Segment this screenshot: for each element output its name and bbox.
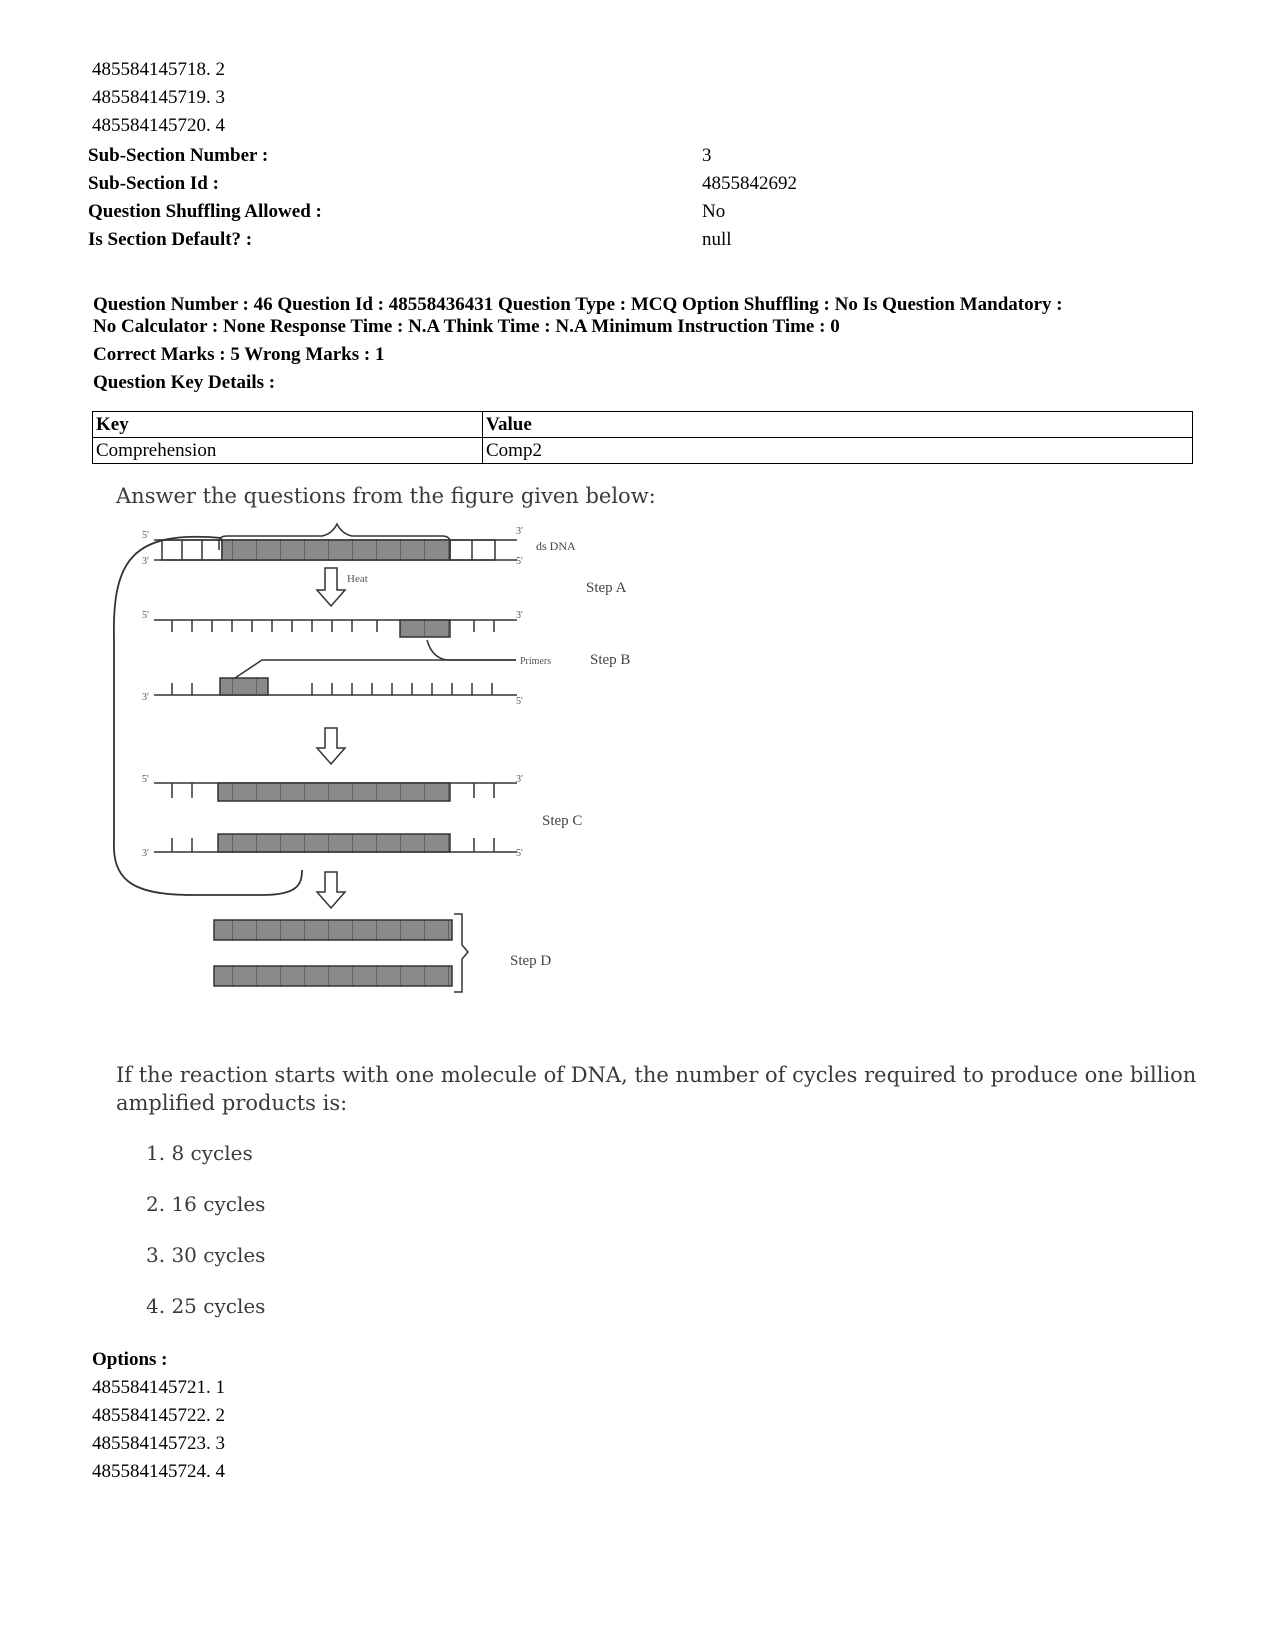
- question-shuffling-row: [88, 198, 1188, 226]
- question-header-line2: No Calculator : None Response Time : N.A Think Time : N.A Minimum Instruction Time : 0: [93, 316, 840, 337]
- meta-key: Sub-Section Id :: [88, 173, 219, 194]
- meta-key: Sub-Section Number :: [88, 145, 269, 166]
- single-strand-bottom: [154, 678, 517, 695]
- answer-choice: 3. 30 cycles: [146, 1243, 266, 1267]
- answer-choice: 1. 8 cycles: [146, 1141, 253, 1165]
- extended-duplex-top: [154, 783, 517, 801]
- strand-end-label: 5': [516, 556, 523, 567]
- section-default-row: [88, 226, 1188, 254]
- question-stem-line2: amplified products is:: [116, 1091, 348, 1115]
- option-item: 485584145722. 2: [92, 1405, 225, 1426]
- strand-end-label: 3': [516, 526, 523, 537]
- strand-end-label: 3': [516, 610, 523, 621]
- heat-arrow-icon: [317, 568, 345, 606]
- table-row: [93, 438, 1193, 464]
- heat-label: Heat: [347, 573, 368, 585]
- strand-end-label: 3': [142, 556, 149, 567]
- strand-end-label: 3': [142, 848, 149, 859]
- table-header-row: [93, 412, 1193, 438]
- primer-box: [400, 620, 450, 637]
- strand-end-label: 5': [516, 848, 523, 859]
- meta-value: null: [702, 229, 732, 250]
- step-d-bracket: [454, 914, 468, 992]
- key-details-table: [92, 411, 1193, 464]
- meta-value: No: [702, 201, 726, 222]
- prev-option: 485584145720. 4: [92, 115, 225, 136]
- ds-dna: [154, 540, 517, 560]
- strand-end-label: 5': [142, 610, 149, 621]
- prev-option-list: [92, 56, 225, 140]
- answer-choice: 4. 25 cycles: [146, 1294, 266, 1318]
- primer-pointer-line: [427, 640, 516, 660]
- question-stem-line1: If the reaction starts with one molecule of DNA, the number of cycles required to produce one billion: [116, 1063, 1197, 1087]
- options-label: Options :: [92, 1349, 168, 1370]
- answer-choice: 2. 16 cycles: [146, 1192, 266, 1216]
- table-header: Value: [483, 412, 1193, 438]
- single-strand-top: [154, 620, 517, 637]
- table-header: Key: [93, 412, 483, 438]
- option-item: 485584145721. 1: [92, 1377, 225, 1398]
- amplified-product: [214, 966, 452, 986]
- subsection-number-row: [88, 142, 1188, 170]
- option-item: 485584145723. 3: [92, 1433, 225, 1454]
- step-c-label: Step C: [542, 813, 583, 829]
- prev-option: 485584145718. 2: [92, 59, 225, 80]
- amplified-product: [214, 920, 452, 940]
- primer-pointer-line: [232, 660, 516, 680]
- table-cell: Comp2: [483, 438, 1193, 464]
- meta-key: Question Shuffling Allowed :: [88, 201, 322, 222]
- primer-box: [220, 678, 268, 695]
- strand-end-label: 3': [516, 774, 523, 785]
- extended-duplex-bottom: [154, 834, 517, 852]
- step-b-label: Step B: [590, 652, 631, 668]
- step-a-label: Step A: [586, 580, 627, 596]
- strand-end-label: 5': [142, 774, 149, 785]
- question-marks: Correct Marks : 5 Wrong Marks : 1: [93, 344, 385, 365]
- option-item: 485584145724. 4: [92, 1461, 225, 1482]
- strand-end-label: 5': [516, 696, 523, 707]
- meta-value: 4855842692: [702, 173, 797, 194]
- question-header-line1: Question Number : 46 Question Id : 48558436431 Question Type : MCQ Option Shuffling : No Is Question Mandatory :: [93, 294, 1063, 315]
- ds-dna-label: ds DNA: [536, 539, 576, 553]
- step-d-label: Step D: [510, 953, 552, 969]
- down-arrow-icon: [317, 872, 345, 908]
- subsection-id-row: [88, 170, 1188, 198]
- question-instruction: Answer the questions from the figure given below:: [116, 484, 656, 508]
- meta-value: 3: [702, 145, 712, 166]
- key-details-label: Question Key Details :: [93, 372, 276, 393]
- table-cell: Comprehension: [93, 438, 483, 464]
- meta-key: Is Section Default? :: [88, 229, 253, 250]
- prev-option: 485584145719. 3: [92, 87, 225, 108]
- primers-label: Primers: [520, 656, 552, 667]
- pcr-diagram: [112, 520, 672, 1060]
- strand-end-label: 5': [142, 530, 149, 541]
- down-arrow-icon: [317, 728, 345, 764]
- strand-end-label: 3': [142, 692, 149, 703]
